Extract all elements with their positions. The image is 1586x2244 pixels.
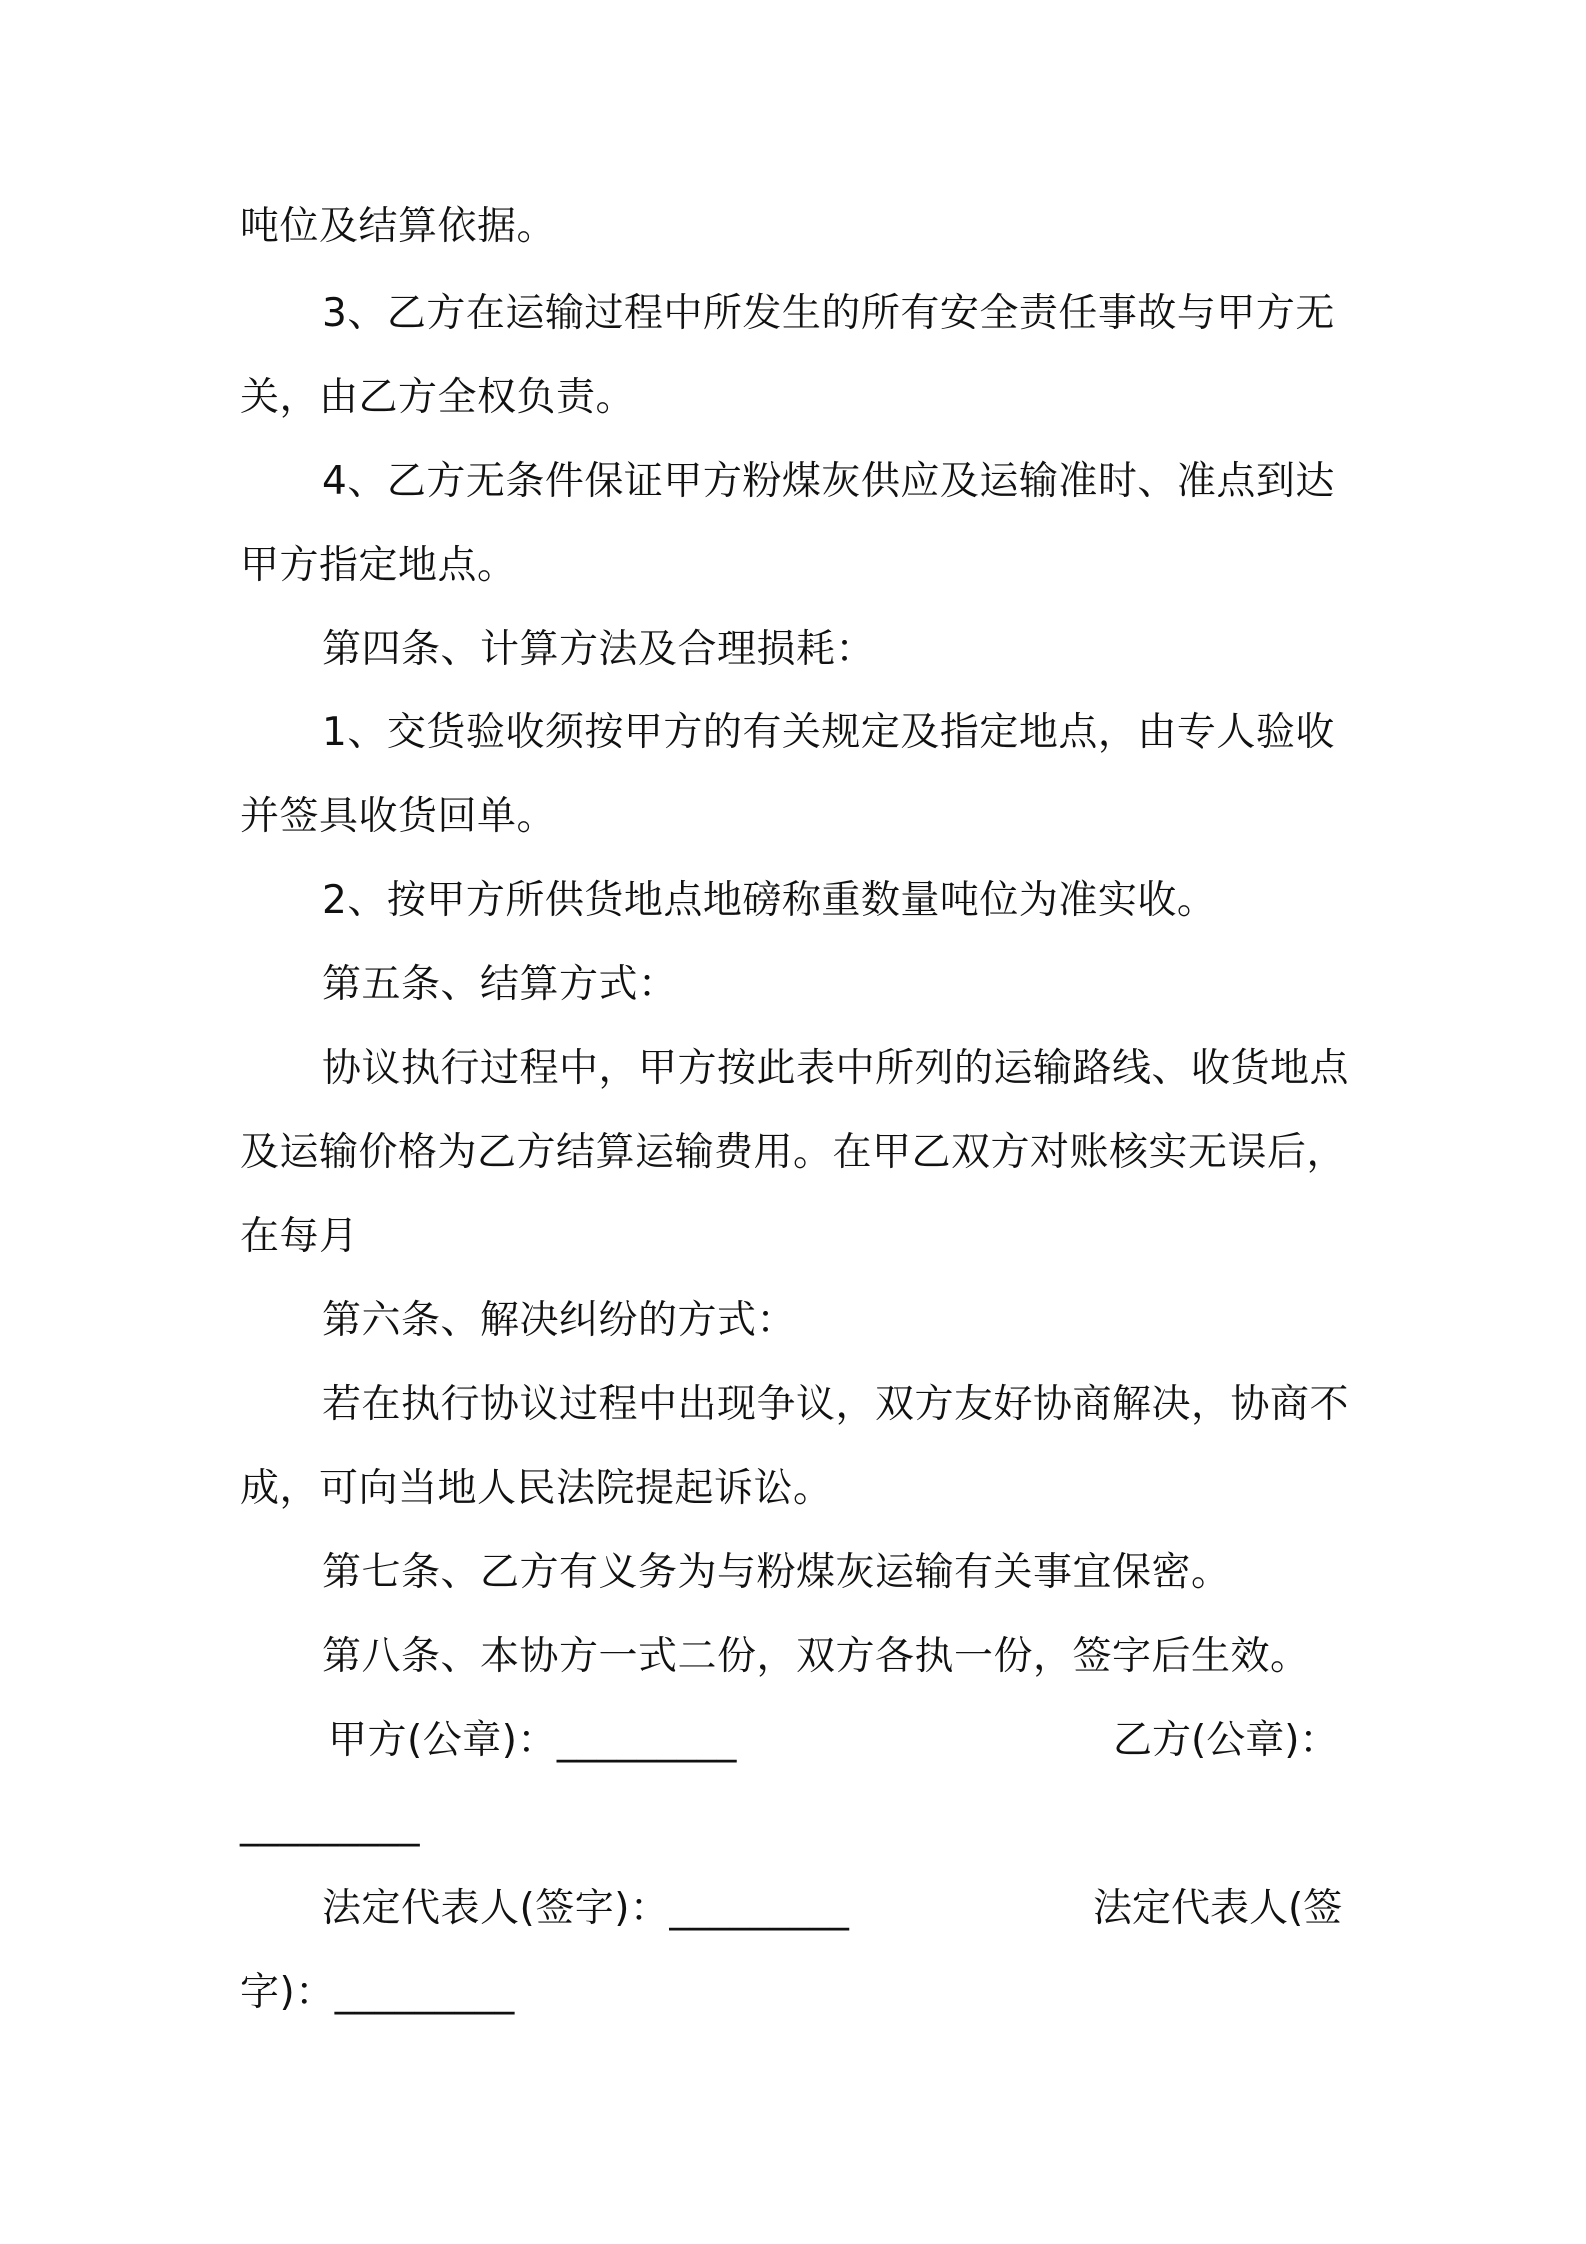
paragraph-line: 吨位及结算依据。: [240, 204, 557, 249]
article-5-line-2: 及运输价格为乙方结算运输费用。在甲乙双方对账核实无误后，: [240, 1130, 1347, 1175]
party-a-representative-field: 法定代表人(签字)：_________: [322, 1886, 850, 1931]
article-6-line-2: 成，可向当地人民法院提起诉讼。: [240, 1466, 833, 1511]
party-b-representative-blank: 字)：_________: [240, 1970, 515, 2015]
article-5-line-3: 在每月: [240, 1214, 359, 1259]
article-4-item-1-line-1: 1、交货验收须按甲方的有关规定及指定地点，由专人验收: [322, 710, 1335, 755]
article-5-heading: 第五条、结算方式：: [322, 962, 678, 1007]
article-6-line-1: 若在执行协议过程中出现争议，双方友好协商解决，协商不: [322, 1382, 1350, 1427]
article-4-item-1-line-2: 并签具收货回单。: [240, 794, 557, 839]
clause-4-line-2: 甲方指定地点。: [240, 543, 517, 588]
party-b-representative-label: 法定代表人(签: [1093, 1886, 1343, 1931]
article-8: 第八条、本协方一式二份，双方各执一份，签字后生效。: [322, 1634, 1310, 1679]
party-b-seal-label: 乙方(公章)：: [1113, 1718, 1339, 1763]
party-b-seal-blank: _________: [240, 1802, 420, 1847]
party-a-seal-field: 甲方(公章)：_________: [328, 1718, 737, 1763]
article-4-heading: 第四条、计算方法及合理损耗：: [322, 627, 876, 672]
clause-3-line-2: 关，由乙方全权负责。: [240, 375, 636, 420]
clause-4-line-1: 4、乙方无条件保证甲方粉煤灰供应及运输准时、准点到达: [322, 459, 1335, 504]
clause-3-line-1: 3、乙方在运输过程中所发生的所有安全责任事故与甲方无: [322, 291, 1335, 336]
article-6-heading: 第六条、解决纠纷的方式：: [322, 1298, 797, 1343]
article-4-item-2: 2、按甲方所供货地点地磅称重数量吨位为准实收。: [322, 878, 1217, 923]
article-5-line-1: 协议执行过程中，甲方按此表中所列的运输路线、收货地点: [322, 1046, 1350, 1091]
article-7: 第七条、乙方有义务为与粉煤灰运输有关事宜保密。: [322, 1550, 1231, 1595]
